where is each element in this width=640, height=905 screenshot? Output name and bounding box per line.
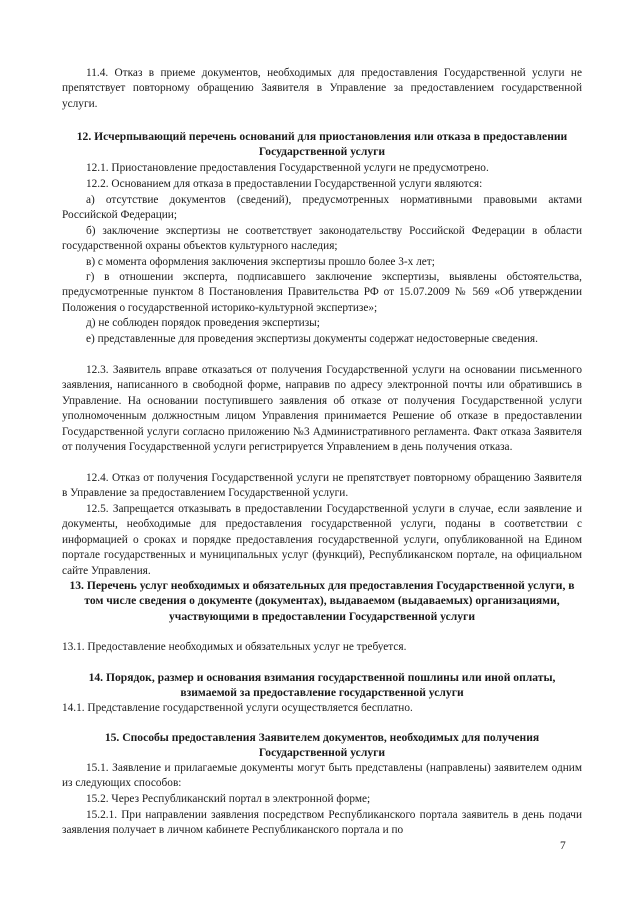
paragraph-14-1: 14.1. Представление государственной услуги осуществляется бесплатно. <box>62 702 413 714</box>
paragraph-13-1: 13.1. Предоставление необходимых и обязательных услуг не требуется. <box>62 641 407 653</box>
heading-13: 13. Перечень услуг необходимых и обязательных для предоставления Государственной услуги, в том числе сведения о документе (документах), выдаваемом (выдаваемых) организациями, участвующими в предоставлении Государственной услуги <box>69 579 575 623</box>
paragraph-12-2-v: в) с момента оформления заключения экспертизы прошло более 3-х лет; <box>86 256 435 268</box>
paragraph-12-3: 12.3. Заявитель вправе отказаться от получения Государственной услуги на основании письменного заявления, написанного в свободной форме, направив по адресу электронной почты или обратившись в Управление. На основании поступившего заявления об отказе от получения Государственной услуги уполномоченным должностным лицом Управления принимается Решение об отказе в предоставлении Государственной услуги согласно приложению №3 Административного регламента. Факт отказа Заявителя от получения Государственной услуги регистрируется Управлением в день получения отказа. <box>62 364 582 454</box>
paragraph-12-5: 12.5. Запрещается отказывать в предоставлении Государственной услуги в случае, если заявление и документы, необходимые для предоставления государственной услуги, поданы в соответствии с информацией о сроках и порядке предоставления государственной услуги, опубликованной на Едином портале государственных и муниципальных услуг (функций), Республиканском портале, на официальном сайте Управления. <box>62 503 582 577</box>
paragraph-15-1: 15.1. Заявление и прилагаемые документы могут быть представлены (направлены) заявителем одним из следующих способов: <box>62 762 582 790</box>
paragraph-12-2: 12.2. Основанием для отказа в предоставлении Государственной услуги являются: <box>86 178 483 190</box>
paragraph-12-2-e: е) представленные для проведения экспертизы документы содержат недостоверные сведения. <box>86 333 538 345</box>
paragraph-12-1: 12.1. Приостановление предоставления Государственной услуги не предусмотрено. <box>86 162 489 174</box>
paragraph-12-2-a: а) отсутствие документов (сведений), предусмотренных нормативными правовыми актами Российской Федерации; <box>62 194 582 222</box>
paragraph-12-2-d: д) не соблюден порядок проведения экспертизы; <box>86 317 320 329</box>
paragraph-15-2-1: 15.2.1. При направлении заявления посредством Республиканского портала заявитель в день подачи заявления получает в личном кабинете Республиканского портала и по <box>62 809 582 837</box>
paragraph-12-4: 12.4. Отказ от получения Государственной услуги не препятствует повторному обращению Заявителя в Управление за предоставлением Государственной услуги. <box>62 472 582 500</box>
paragraph-12-2-b: б) заключение экспертизы не соответствует законодательству Российской Федерации в области государственной охраны объектов культурного наследия; <box>62 225 582 253</box>
heading-12: 12. Исчерпывающий перечень оснований для приостановления или отказа в предоставлении Государственной услуги <box>76 130 568 159</box>
page-number: 7 <box>560 840 566 852</box>
heading-14: 14. Порядок, размер и основания взимания государственной пошлины или иной оплаты, взимаемой за предоставление государственной услуги <box>88 671 556 700</box>
heading-15: 15. Способы предоставления Заявителем документов, необходимых для получения Государственной услуги <box>104 731 540 760</box>
paragraph-15-2: 15.2. Через Республиканский портал в электронной форме; <box>86 793 371 805</box>
paragraph-11-4: 11.4. Отказ в приеме документов, необходимых для предоставления Государственной услуги не препятствует повторному обращению Заявителя в Управление за предоставлением государственной услуги. <box>62 67 582 110</box>
paragraph-12-2-g: г) в отношении эксперта, подписавшего заключение экспертизы, выявлены обстоятельства, предусмотренные пунктом 8 Постановления Правительства РФ от 15.07.2009 № 569 «Об утверждении Положения о государственной историко-культурной экспертизе»; <box>62 271 582 314</box>
